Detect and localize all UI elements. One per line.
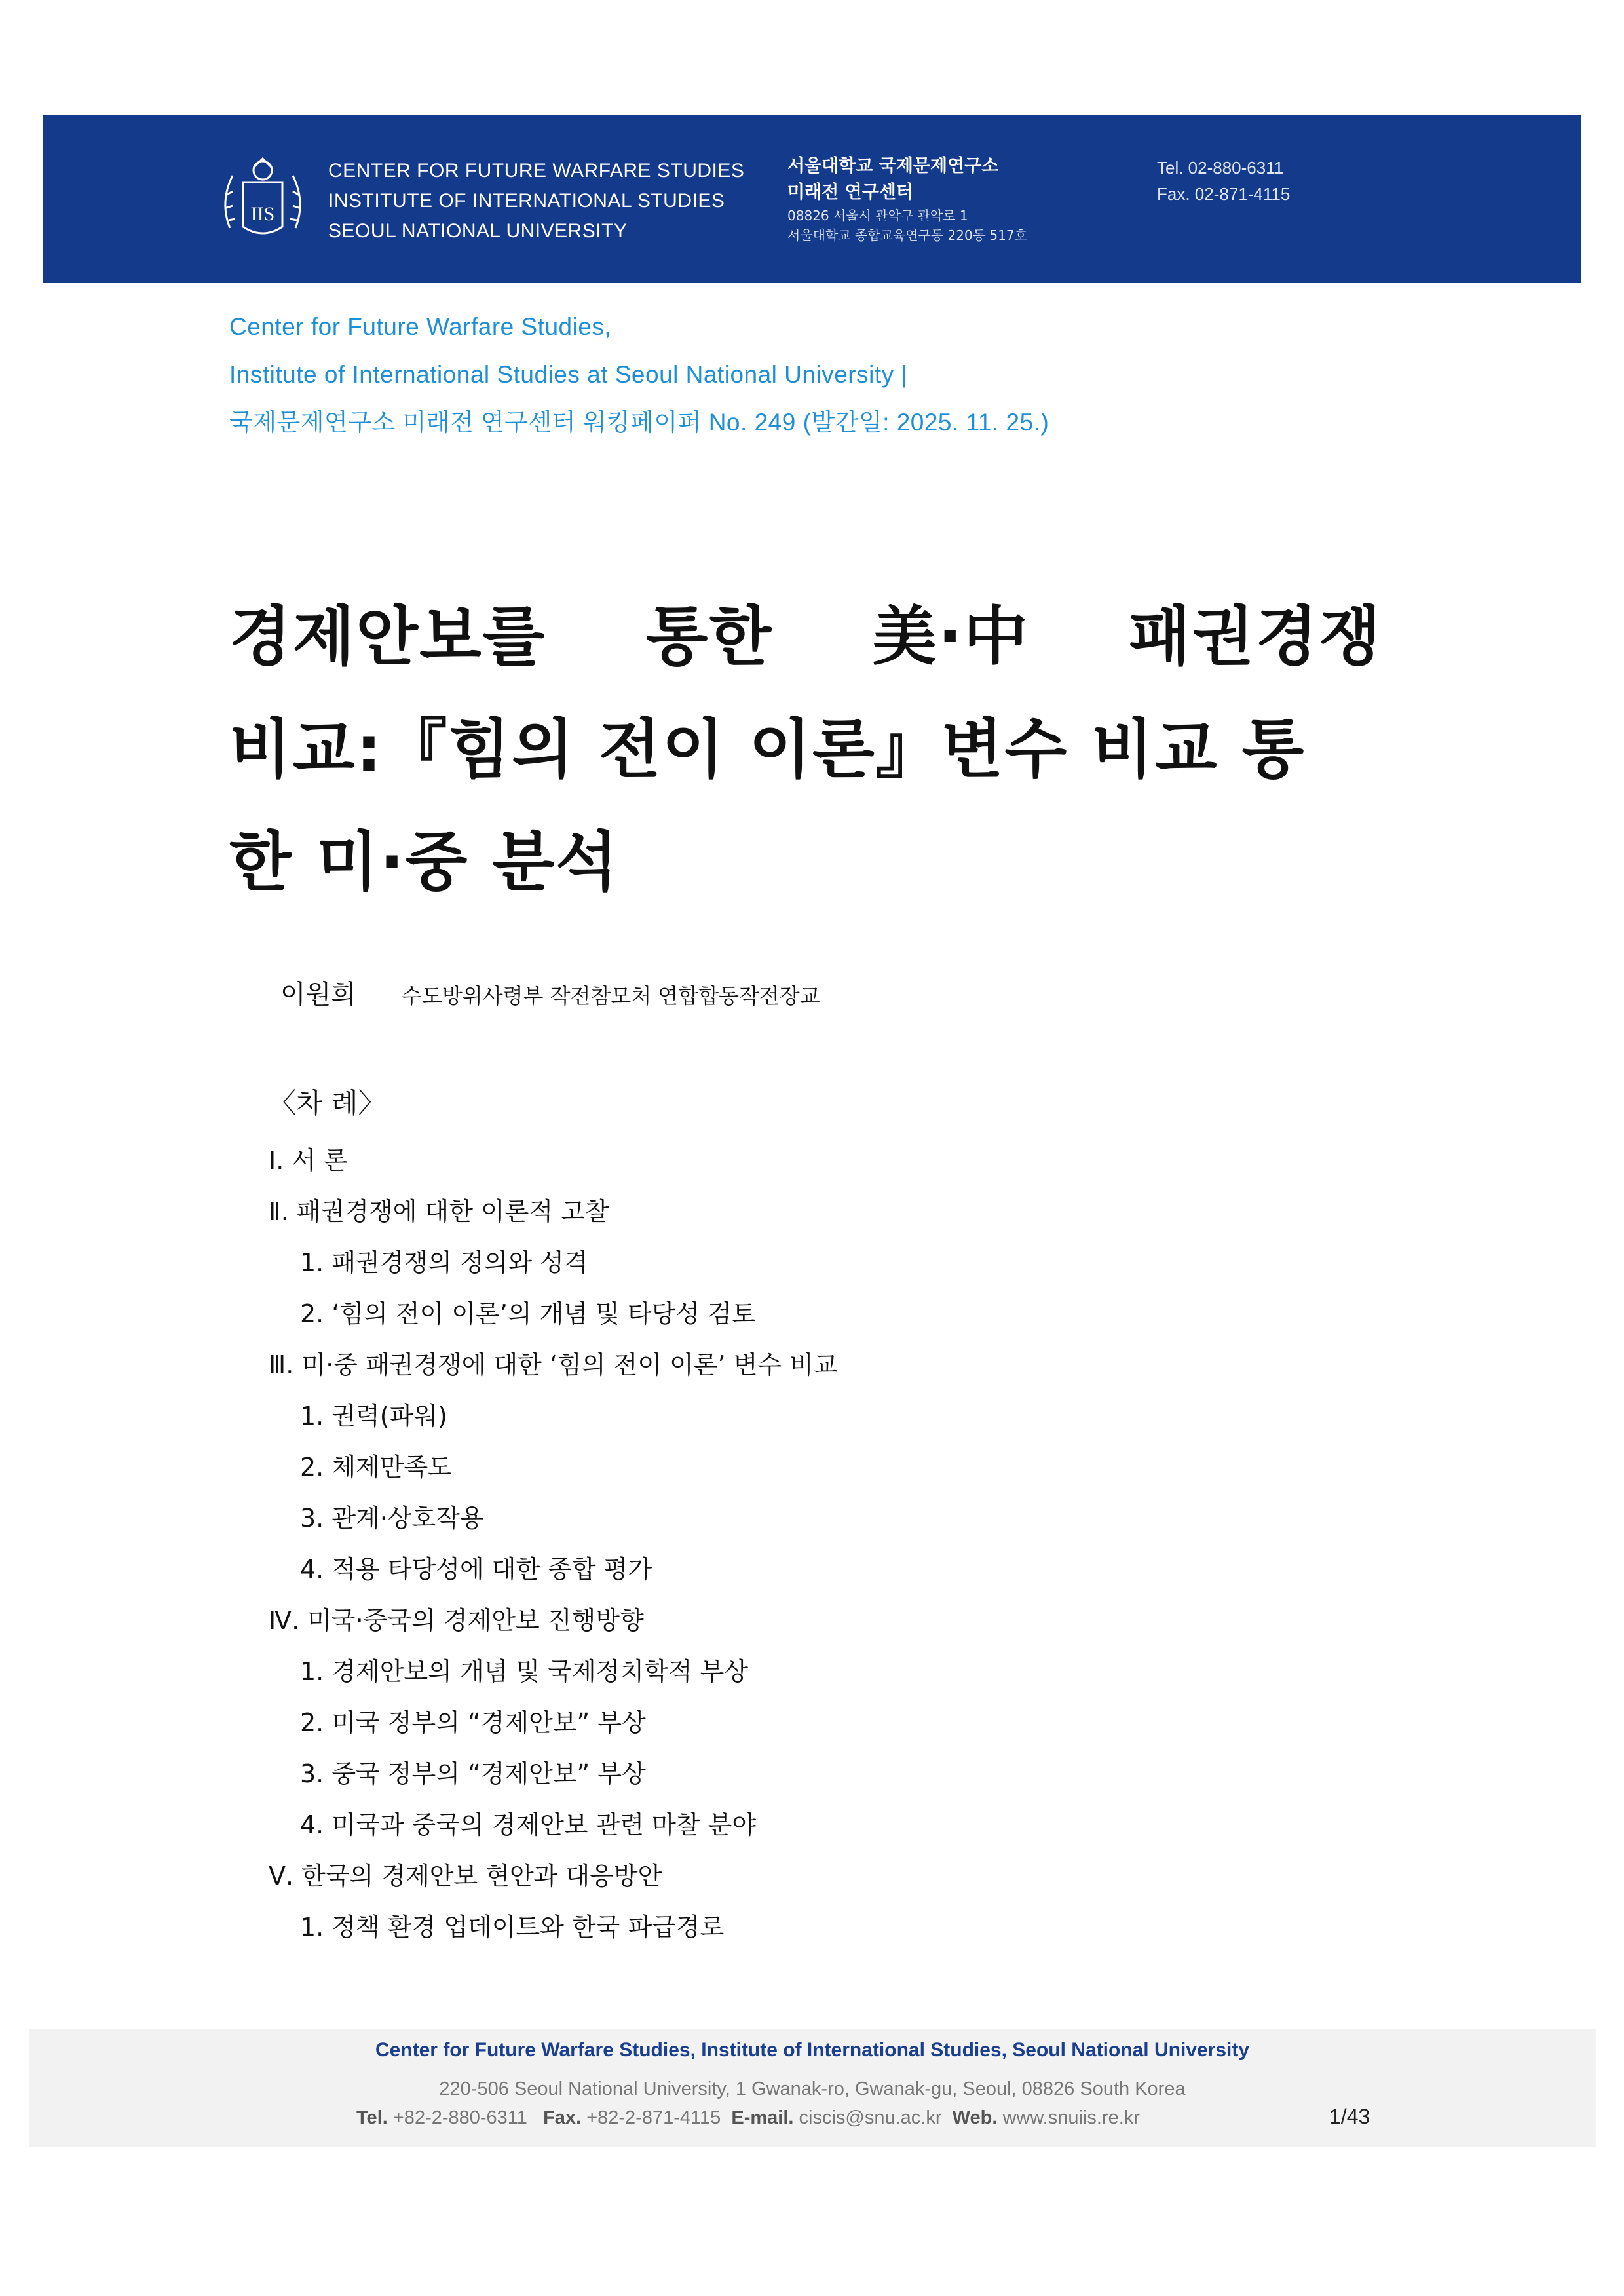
author-name: 이원희 (280, 980, 356, 1010)
header-band (43, 115, 1581, 283)
title-line1 (229, 581, 1382, 693)
toc-heading: 〈차 례〉 (269, 1087, 386, 1119)
toc-item: Ⅳ. 미국·중국의 경제안보 진행방향 (269, 1606, 644, 1635)
working-paper-subheader (229, 303, 1049, 446)
header-tel: Tel. 02-880-6311 (1157, 158, 1284, 178)
logo-text: IIS (250, 203, 275, 225)
footer-tel-label: Tel. (356, 2107, 388, 2128)
toc-item: Ⅰ. 서 론 (269, 1146, 348, 1175)
title-word: 美·中 (872, 600, 1029, 674)
author-line (280, 974, 820, 1011)
header-contact (1157, 155, 1290, 207)
footer-web[interactable]: www.snuiis.re.kr (1002, 2107, 1140, 2128)
toc-item: 4. 적용 타당성에 대한 종합 평가 (300, 1555, 652, 1584)
author-affiliation: 수도방위사령부 작전참모처 연합합동작전장교 (402, 984, 820, 1008)
footer-email-label: E-mail. (731, 2107, 794, 2128)
header-fax: Fax. 02-871-4115 (1157, 184, 1291, 204)
footer-address: 220-506 Seoul National University, 1 Gwanak-ro, Gwanak-gu, Seoul, 08826 South Korea (439, 2078, 1186, 2099)
title-word: 패권경쟁 (1129, 600, 1382, 674)
header-en-line: SEOUL NATIONAL UNIVERSITY (328, 220, 628, 242)
page-footer (29, 2029, 1596, 2147)
snu-iis-emblem-icon (210, 149, 315, 254)
header-ko-address2: 서울대학교 종합교육연구동 220동 517호 (787, 227, 1027, 243)
table-of-contents (269, 1080, 838, 1953)
header-ko-line1: 서울대학교 국제문제연구소 (787, 156, 999, 176)
footer-fax-label: Fax. (543, 2107, 582, 2128)
footer-contacts (356, 2107, 1140, 2129)
footer-center-name: Center for Future Warfare Studies, Institute of International Studies, Seoul National University (375, 2039, 1250, 2061)
header-ko-address1: 08826 서울시 관악구 관악로 1 (787, 208, 968, 223)
toc-item: 1. 패권경쟁의 정의와 성격 (300, 1248, 588, 1277)
header-en-line: INSTITUTE OF INTERNATIONAL STUDIES (328, 190, 725, 212)
subheader-line2: Institute of International Studies at Seoul National University | (229, 361, 908, 388)
footer-web-label: Web. (952, 2107, 998, 2128)
page-number: 1/43 (1329, 2105, 1370, 2128)
toc-item: Ⅴ. 한국의 경제안보 현안과 대응방안 (269, 1862, 662, 1890)
subheader-line3: 국제문제연구소 미래전 연구센터 워킹페이퍼 No. 249 (발간일: 2025. 11. 25.) (229, 409, 1049, 436)
toc-item: 2. 미국 정부의 “경제안보” 부상 (300, 1708, 646, 1737)
toc-item: Ⅲ. 미·중 패권경쟁에 대한 ‘힘의 전이 이론’ 변수 비교 (269, 1350, 838, 1379)
toc-item: 1. 권력(파워) (300, 1402, 447, 1430)
toc-item: 2. ‘힘의 전이 이론’의 개념 및 타당성 검토 (300, 1299, 756, 1328)
footer-email[interactable]: ciscis@snu.ac.kr (799, 2107, 942, 2128)
toc-item: 2. 체제만족도 (300, 1453, 452, 1482)
footer-tel: +82-2-880-6311 (392, 2107, 527, 2128)
footer-fax: +82-2-871-4115 (586, 2107, 721, 2128)
paper-title (229, 581, 1382, 919)
title-word: 경제안보를 (229, 600, 546, 674)
title-word: 통한 (645, 600, 773, 674)
title-line2: 비교:『힘의 전이 이론』변수 비교 통 (229, 712, 1306, 787)
header-english-lines (328, 156, 744, 246)
title-line3: 한 미·중 분석 (229, 825, 619, 900)
toc-item: 1. 정책 환경 업데이트와 한국 파급경로 (300, 1913, 725, 1942)
header-korean-block (787, 153, 1027, 245)
toc-item: 4. 미국과 중국의 경제안보 관련 마찰 분야 (300, 1810, 757, 1839)
header-en-line: CENTER FOR FUTURE WARFARE STUDIES (328, 160, 745, 182)
toc-item: 3. 중국 정부의 “경제안보” 부상 (300, 1759, 646, 1788)
toc-item: 1. 경제안보의 개념 및 국제정치학적 부상 (300, 1657, 748, 1686)
toc-item: 3. 관계·상호작용 (300, 1504, 484, 1533)
toc-item: Ⅱ. 패권경쟁에 대한 이론적 고찰 (269, 1197, 609, 1226)
subheader-line1: Center for Future Warfare Studies, (229, 313, 612, 340)
header-ko-line2: 미래전 연구센터 (787, 182, 913, 202)
